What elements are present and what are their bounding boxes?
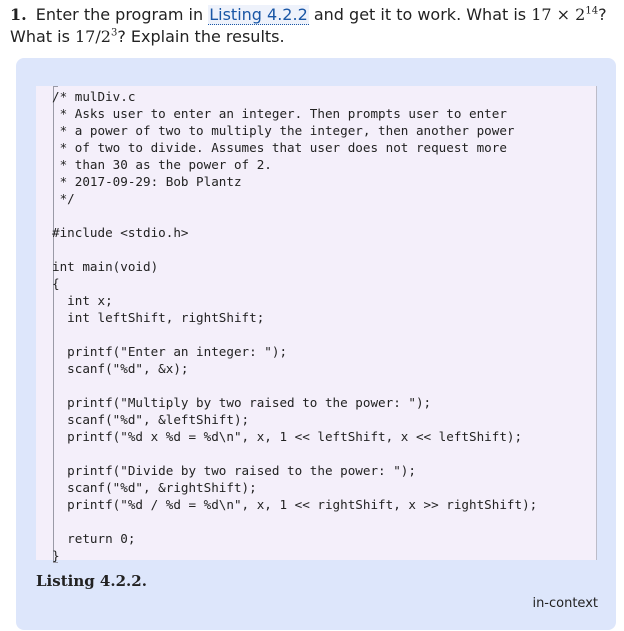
listing-card [16, 58, 616, 630]
question-text-start: Enter the program in [35, 5, 204, 24]
math-expression-1-base: 17 × 2 [531, 5, 586, 24]
math-expression-1-exponent: 14 [585, 5, 599, 17]
exercise-number: 1. [10, 5, 27, 24]
question-mark-1: ? [598, 5, 607, 24]
math-expression-1 [531, 5, 598, 24]
listing-caption: Listing 4.2.2. [36, 572, 147, 590]
math-expression-2-exponent: 3 [110, 27, 118, 39]
math-expression-2-base: 17/2 [75, 27, 111, 46]
code-panel [36, 86, 597, 563]
question-text-end: ? Explain the results. [117, 27, 285, 46]
question-text-what-is: What is [10, 27, 70, 46]
in-context-link[interactable]: in-context [532, 596, 598, 611]
exercise-question [10, 4, 610, 48]
code-listing: /* mulDiv.c * Asks user to enter an integer. Then prompts user to enter * a power of two to multiply the integer, then another power * of two to divide. Assumes that user does not request more * than 30 as the power of 2. * 2017-09-29: Bob Plantz */ #include <stdio.h> int main(void) { int x; int leftShift, rightShift; printf("Enter an integer: "); scanf("%d", &x); printf("Multiply by two raised to the power: "); scanf("%d", &leftShift); printf("%d x %d = %d\n", x, 1 << leftShift, x << leftShift); printf("Divide by two raised to the power: "); scanf("%d", &rightShift); printf("%d / %d = %d\n", x, 1 << rightShift, x >> rightShift); return 0; } [52, 89, 538, 563]
listing-link[interactable]: Listing 4.2.2 [209, 5, 308, 24]
question-text-middle: and get it to work. What is [313, 5, 527, 24]
math-expression-2 [75, 27, 117, 46]
